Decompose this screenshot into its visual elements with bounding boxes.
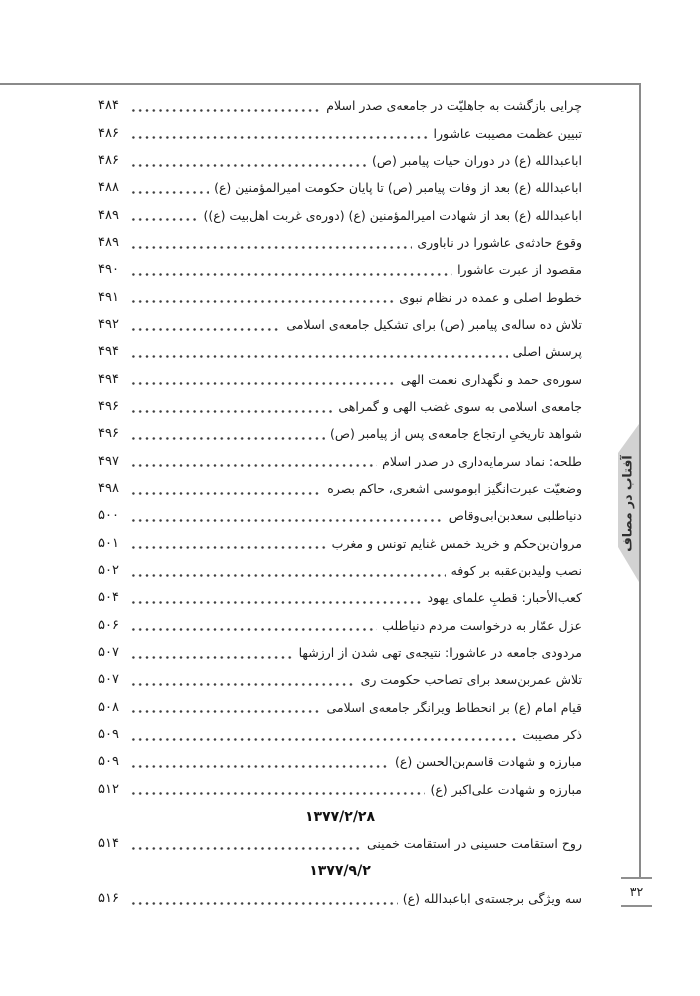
toc-entry-title: تلاش ده ساله‌ی پیامبر (ص) برای تشکیل جامعه‌ی اسلامی bbox=[286, 316, 582, 332]
toc-entry-title: شواهد تاریخیِ ارتجاع جامعه‌ی پس از پیامبر (ص) bbox=[330, 426, 582, 442]
dot-leader bbox=[130, 546, 327, 549]
toc-entry-title: مبارزه و شهادت علی‌اکبر (ع) bbox=[430, 781, 582, 797]
side-tab-label: آفتاب در مصاف bbox=[620, 454, 636, 552]
toc-entry-title: روح استقامت حسینی در استقامت خمینی bbox=[366, 836, 582, 852]
toc-entry-title: مبارزه و شهادت قاسم‌بن‌الحسن (ع) bbox=[394, 754, 582, 770]
toc-entry-row bbox=[98, 229, 582, 256]
dot-leader bbox=[130, 847, 362, 850]
toc-entry-page-number: ۵۱۴ bbox=[98, 836, 119, 852]
toc-entry-row bbox=[98, 885, 582, 912]
dot-leader bbox=[130, 464, 377, 467]
toc-entry-page-number: ۴۹۰ bbox=[98, 262, 119, 278]
toc-entry-title: وضعیّت عبرت‌انگیز ابوموسی اشعری، حاکم بصره bbox=[327, 480, 582, 496]
toc-date-heading: ۱۳۷۷/۲/۲۸ bbox=[304, 808, 376, 825]
toc-entry-page-number: ۵۰۹ bbox=[98, 727, 119, 743]
toc-entry-page-number: ۴۹۴ bbox=[98, 371, 119, 387]
toc-entry-row bbox=[98, 584, 582, 611]
dot-leader bbox=[130, 355, 508, 358]
dot-leader bbox=[130, 738, 517, 741]
toc-entry-title: اباعبدالله (ع) در دوران حیات پیامبر (ص) bbox=[372, 152, 582, 168]
toc-entry-title: ذکر مصیبت bbox=[522, 727, 582, 743]
dot-leader bbox=[130, 164, 367, 167]
dot-leader bbox=[130, 902, 398, 905]
side-tab bbox=[616, 423, 639, 583]
toc-entry-row bbox=[98, 447, 582, 474]
toc-entry-row bbox=[98, 475, 582, 502]
toc-list bbox=[98, 92, 582, 912]
dot-leader bbox=[130, 628, 377, 631]
toc-entry-title: مروان‌بن‌حکم و خرید خمس غنایم تونس و مغرب bbox=[331, 535, 582, 551]
toc-entry-row bbox=[98, 639, 582, 666]
toc-entry-page-number: ۴۸۴ bbox=[98, 98, 119, 114]
toc-entry-row bbox=[98, 776, 582, 803]
dot-leader bbox=[130, 574, 446, 577]
toc-entry-title: خطوط اصلی و عمده در نظام نبوی bbox=[399, 289, 582, 305]
toc-entry-page-number: ۵۱۶ bbox=[98, 891, 119, 907]
toc-entry-row bbox=[98, 694, 582, 721]
dot-leader bbox=[130, 382, 396, 385]
toc-entry-page-number: ۴۹۲ bbox=[98, 316, 119, 332]
dot-leader bbox=[130, 246, 412, 249]
toc-entry-row bbox=[98, 119, 582, 146]
toc-entry-row bbox=[98, 612, 582, 639]
dot-leader bbox=[130, 328, 281, 331]
dot-leader bbox=[130, 273, 452, 276]
toc-entry-title: مردودی جامعه در عاشورا: نتیجه‌ی تهی شدن از ارزشها bbox=[298, 645, 582, 661]
toc-entry-page-number: ۴۸۸ bbox=[98, 180, 119, 196]
toc-entry-row bbox=[98, 147, 582, 174]
toc-entry-page-number: ۵۰۷ bbox=[98, 645, 119, 661]
dot-leader bbox=[130, 437, 325, 440]
toc-entry-page-number: ۵۰۲ bbox=[98, 563, 119, 579]
toc-entry-page-number: ۴۹۴ bbox=[98, 344, 119, 360]
footer-rule-bottom bbox=[621, 905, 652, 907]
dot-leader bbox=[130, 601, 422, 604]
footer-page-number: ۳۲ bbox=[629, 884, 644, 899]
toc-entry-title: طلحه: نماد سرمایه‌داری در صدر اسلام bbox=[382, 453, 582, 469]
toc-entry-page-number: ۴۹۶ bbox=[98, 398, 119, 414]
toc-entry-title: چرایی بازگشت به جاهلیّت در جامعه‌ی صدر اسلام bbox=[326, 98, 582, 114]
toc-entry-row bbox=[98, 92, 582, 119]
toc-entry-title: عزل عمّار به درخواست مردم دنیاطلب bbox=[382, 617, 582, 633]
toc-entry-page-number: ۵۰۰ bbox=[98, 508, 119, 524]
dot-leader bbox=[130, 136, 428, 139]
toc-entry-page-number: ۴۹۱ bbox=[98, 289, 119, 305]
toc-entry-row bbox=[98, 201, 582, 228]
toc-entry-row bbox=[98, 666, 582, 693]
dot-leader bbox=[130, 519, 444, 522]
toc-date-heading: ۱۳۷۷/۹/۲ bbox=[309, 863, 371, 880]
toc-entry-row bbox=[98, 530, 582, 557]
toc-entry-title: مقصود از عبرت عاشورا bbox=[457, 262, 582, 278]
dot-leader bbox=[130, 300, 394, 303]
dot-leader bbox=[130, 656, 294, 659]
toc-entry-title: سه ویژگی برجسته‌ی اباعبدالله (ع) bbox=[402, 891, 582, 907]
toc-entry-title: تبیین عظمت مصیبت عاشورا bbox=[433, 125, 582, 141]
toc-entry-title: قیام امام (ع) بر انحطاط ویرانگر جامعه‌ی اسلامی bbox=[326, 699, 582, 715]
toc-entry-title: اباعبدالله (ع) بعد از شهادت امیرالمؤمنین (ع) (دوره‌ی غربت اهل‌بیت (ع)) bbox=[203, 207, 582, 223]
dot-leader bbox=[130, 710, 322, 713]
toc-entry-title: پرسش اصلی bbox=[512, 344, 582, 360]
toc-date-heading-row bbox=[98, 858, 582, 885]
toc-entry-row bbox=[98, 174, 582, 201]
toc-entry-page-number: ۴۸۶ bbox=[98, 152, 119, 168]
dot-leader bbox=[130, 765, 390, 768]
toc-entry-title: سوره‌ی حمد و نگهداری نعمت الهی bbox=[400, 371, 582, 387]
toc-entry-page-number: ۵۰۱ bbox=[98, 535, 119, 551]
dot-leader bbox=[130, 410, 333, 413]
toc-entry-row bbox=[98, 365, 582, 392]
frame-right-rule bbox=[639, 83, 641, 878]
toc-entry-page-number: ۴۹۶ bbox=[98, 426, 119, 442]
toc-entry-row bbox=[98, 283, 582, 310]
toc-entry-page-number: ۴۸۶ bbox=[98, 125, 119, 141]
toc-entry-page-number: ۴۹۸ bbox=[98, 480, 119, 496]
toc-entry-page-number: ۵۱۲ bbox=[98, 781, 119, 797]
toc-entry-row bbox=[98, 393, 582, 420]
toc-entry-page-number: ۴۹۷ bbox=[98, 453, 119, 469]
toc-entry-page-number: ۵۰۶ bbox=[98, 617, 119, 633]
toc-entry-title: وقوع حادثه‌ی عاشورا در ناباوری bbox=[417, 234, 582, 250]
dot-leader bbox=[130, 218, 198, 221]
toc-entry-row bbox=[98, 420, 582, 447]
toc-entry-row bbox=[98, 502, 582, 529]
dot-leader bbox=[130, 792, 425, 795]
toc-entry-row bbox=[98, 830, 582, 857]
toc-entry-row bbox=[98, 311, 582, 338]
toc-entry-page-number: ۵۰۸ bbox=[98, 699, 119, 715]
toc-entry-page-number: ۵۰۴ bbox=[98, 590, 119, 606]
toc-entry-title: تلاش عمربن‌سعد برای تصاحب حکومت ری bbox=[360, 672, 582, 688]
toc-entry-row bbox=[98, 748, 582, 775]
toc-entry-title: اباعبدالله (ع) بعد از وفات پیامبر (ص) تا پایان حکومت امیرالمؤمنین (ع) bbox=[214, 180, 582, 196]
dot-leader bbox=[130, 492, 322, 495]
toc-date-heading-row bbox=[98, 803, 582, 830]
toc-entry-row bbox=[98, 338, 582, 365]
dot-leader bbox=[130, 191, 209, 194]
toc-entry-title: جامعه‌ی اسلامی به سوی غضب الهی و گمراهی bbox=[338, 398, 582, 414]
toc-entry-page-number: ۴۸۹ bbox=[98, 234, 119, 250]
toc-entry-row bbox=[98, 256, 582, 283]
dot-leader bbox=[130, 683, 356, 686]
toc-entry-row bbox=[98, 557, 582, 584]
frame-top-rule bbox=[0, 83, 641, 85]
toc-entry-page-number: ۴۸۹ bbox=[98, 207, 119, 223]
dot-leader bbox=[130, 109, 321, 112]
toc-entry-title: نصب ولیدبن‌عقبه بر کوفه bbox=[450, 563, 582, 579]
toc-entry-page-number: ۵۰۷ bbox=[98, 672, 119, 688]
toc-entry-title: کعب‌الأحبار: قطبِ علمای یهود bbox=[427, 590, 582, 606]
toc-entry-row bbox=[98, 721, 582, 748]
toc-entry-title: دنیاطلبی سعدبن‌ابی‌وقاص bbox=[448, 508, 582, 524]
toc-entry-page-number: ۵۰۹ bbox=[98, 754, 119, 770]
